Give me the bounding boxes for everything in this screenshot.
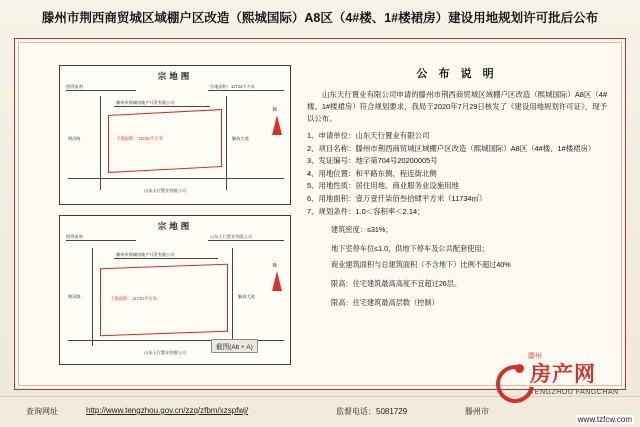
- map-grid-line: [226, 96, 227, 190]
- map-divider: [66, 240, 136, 241]
- notice-condition: 商业建筑面积与总建筑面积（不含地下）比例不超过40%: [331, 260, 511, 270]
- footer-org-label: 滕州市: [465, 407, 489, 416]
- map-legend-label: 图例说明: [66, 234, 83, 239]
- map-grid-line: [92, 248, 93, 346]
- map-owner-label: 滕州市熙城房地产开发有限公司: [116, 100, 175, 105]
- logo-dot-icon: [515, 364, 524, 373]
- parcel-map-1: [59, 65, 291, 205]
- notice-item: 1、申请单位：山东天行置业有限公司: [307, 131, 430, 140]
- notice-item: 6、用地面积：壹万壹仟柒佰叁拾肆平方米（11734㎡）: [307, 193, 487, 203]
- page-title: 滕州市荆西商贸城区域棚户区改造（熙城国际）A8区（4#楼、1#楼裙房）建设用地规划许可批后公布: [41, 11, 599, 25]
- footer-supervise-phone: 监督电话：5081729: [336, 407, 408, 416]
- road-left-label: 荆河路: [68, 294, 81, 299]
- watermark-url: www.tzfcw.com: [577, 415, 632, 424]
- watermark-city-label: 滕州: [528, 353, 542, 360]
- screenshot-hint-badge: 截图(Alt + A): [211, 339, 258, 353]
- notice-item: 7、规划条件：1.0＜容积率＜2.14；: [307, 206, 425, 216]
- watermark-brand-sub: TENGZHOU FANGCHAN: [530, 389, 619, 396]
- map-title: 宗地图: [157, 71, 193, 81]
- footer-query-label: 查询网址: [26, 407, 58, 416]
- site-watermark-logo: [494, 353, 632, 405]
- map-owner-label: 滕州市熙城房地产开发有限公司: [116, 252, 175, 257]
- road-right-label: 解放大道: [232, 136, 249, 141]
- map-bottom-note: 山东天行置业有限公司: [144, 350, 186, 355]
- map-divider: [114, 106, 210, 107]
- road-left-label: 荆河路: [68, 136, 81, 141]
- map-divider: [208, 90, 284, 91]
- notice-section: [307, 65, 607, 309]
- notice-paragraph: 山东天行置业有限公司申请的滕州市荆西商贸城区域棚户区改造（熙城国际）A8区（4#楼、1#楼裙房）符合规划要求，我局于2020年7月29日核发了《建设用地规划许可证》，现予以公布。: [307, 90, 607, 123]
- notice-condition: 限高：住宅建筑最高层数（控制）: [331, 297, 439, 307]
- parcel-area-note: 土地面积：11734平方米: [110, 296, 158, 301]
- map-area-label: 宗地面积：11734平方米: [210, 84, 255, 89]
- map-bottom-note: 山东天行置业有限公司: [144, 188, 186, 193]
- notice-condition: 限高：住宅建筑最高高度不宜超过26层。: [331, 278, 462, 288]
- notice-item: 5、用地性质：居住用地、商业服务业设施用地: [307, 181, 459, 191]
- map-title: 宗地图: [157, 221, 193, 231]
- map-grid-line: [100, 96, 101, 190]
- footer-url-link[interactable]: http://www.tengzhou.gov.cn/zzq/zfbm/xzspfwj/: [86, 406, 249, 415]
- map-divider: [114, 258, 218, 259]
- north-arrow-triangle: [272, 271, 282, 291]
- map-grid-line: [68, 178, 284, 179]
- map-legend-label: 图例说明: [66, 84, 83, 89]
- north-arrow-icon: [270, 108, 284, 138]
- road-right-label: 解放大道: [238, 294, 255, 299]
- map-area-label: 山东天行置业有限公司: [210, 234, 252, 239]
- document-frame: [14, 38, 626, 390]
- parcel-area-note: 土地面积：11734平方米: [116, 136, 164, 141]
- map-divider: [66, 90, 136, 91]
- notice-item: 3、发证编号：地字第704号20200005号: [307, 156, 438, 166]
- map-divider: [208, 240, 284, 241]
- north-arrow-icon: [270, 264, 284, 294]
- map-grid-line: [232, 248, 233, 346]
- notice-item: 2、项目名称：滕州市荆西商贸城区域棚户区改造（熙城国际）A8区（4#楼、1#楼裙房）: [307, 143, 596, 153]
- north-label: N: [273, 263, 277, 269]
- notice-heading: 公 布 说 明: [416, 68, 498, 80]
- notice-item: 4、用地位置：和平路东侧、程连街北侧: [307, 168, 437, 178]
- north-label: N: [273, 107, 277, 113]
- watermark-brand: 房产网: [530, 363, 596, 386]
- notice-condition: 地下室停车位≤1.0，供地下停车及公共配套使用；: [331, 243, 489, 253]
- notice-condition: 建筑密度：≤31%；: [331, 225, 393, 235]
- north-arrow-triangle: [272, 115, 282, 135]
